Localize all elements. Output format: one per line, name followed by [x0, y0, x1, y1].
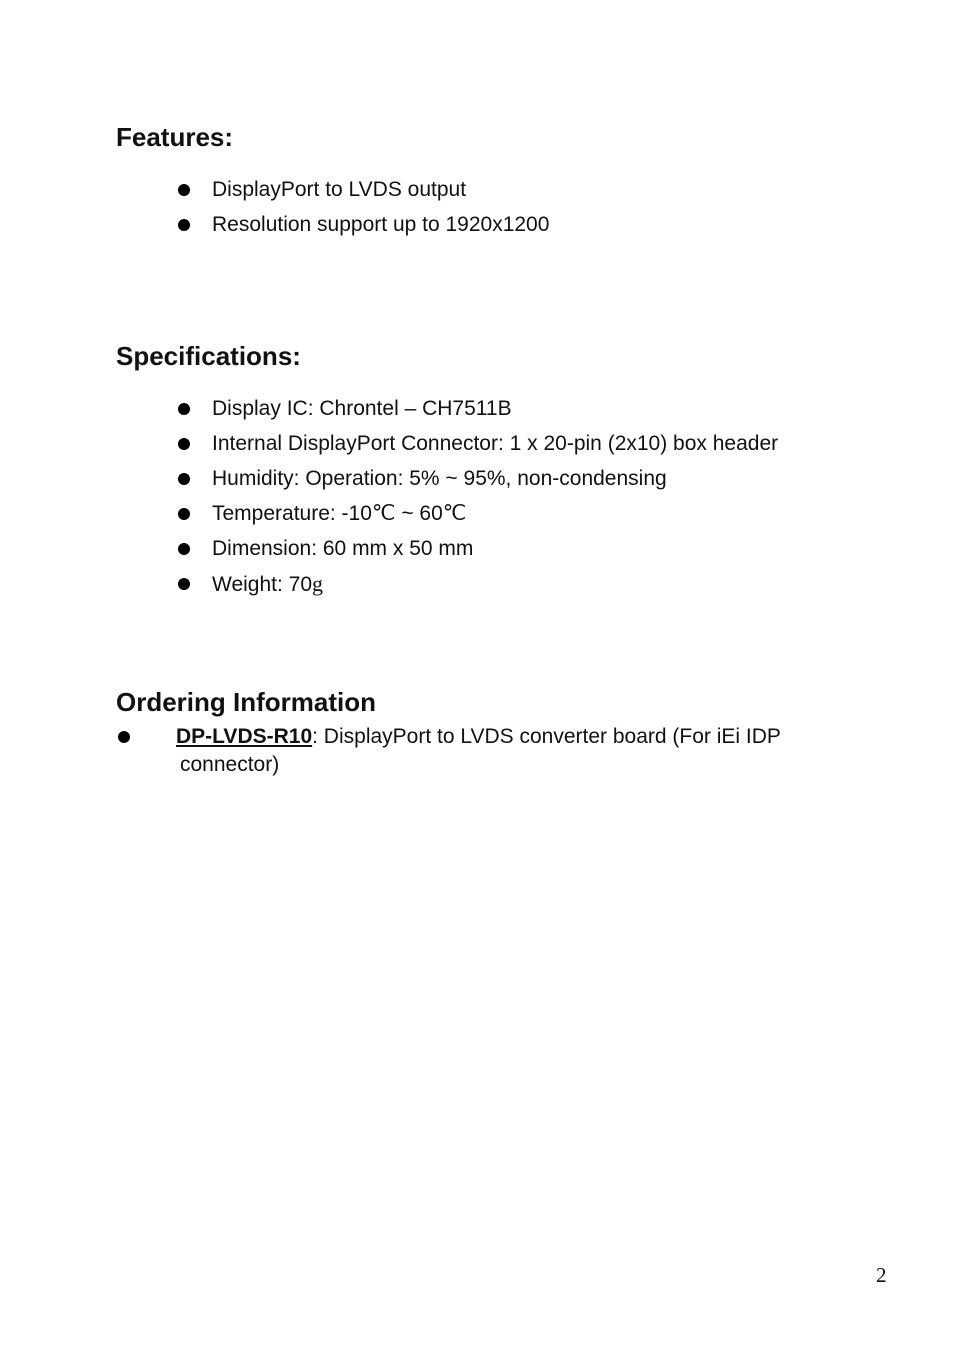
bullet-icon	[178, 543, 190, 555]
specifications-heading: Specifications:	[116, 341, 301, 371]
feature-text: DisplayPort to LVDS output	[212, 178, 467, 201]
bullet-icon	[118, 731, 130, 743]
bullet-icon	[178, 438, 190, 450]
bullet-icon	[178, 508, 190, 520]
ordering-description: : DisplayPort to LVDS converter board (For iEi IDP	[312, 725, 781, 748]
spec-text: Internal DisplayPort Connector: 1 x 20-pin (2x10) box header	[212, 432, 779, 455]
spec-text: Dimension: 60 mm x 50 mm	[212, 537, 474, 560]
feature-text: Resolution support up to 1920x1200	[212, 213, 550, 236]
spec-weight	[212, 566, 323, 602]
bullet-icon	[178, 473, 190, 485]
ordering-heading: Ordering Information	[116, 687, 376, 717]
bullet-icon	[178, 578, 190, 590]
model-number: DP-LVDS-R10	[176, 725, 313, 748]
page-number: 2	[876, 1263, 887, 1287]
ordering-description-continued: connector)	[180, 753, 280, 776]
weight-unit: g	[312, 571, 324, 596]
bullet-icon	[178, 184, 190, 196]
ordering-line-1	[176, 722, 781, 752]
weight-label: Weight: 70	[212, 573, 313, 596]
spec-text: Display IC: Chrontel – CH7511B	[212, 397, 512, 420]
spec-text: Humidity: Operation: 5% ~ 95%, non-condensing	[212, 467, 667, 490]
bullet-icon	[178, 403, 190, 415]
spec-text: Temperature: -10℃ ~ 60℃	[212, 502, 467, 525]
features-heading: Features:	[116, 122, 234, 152]
bullet-icon	[178, 219, 190, 231]
